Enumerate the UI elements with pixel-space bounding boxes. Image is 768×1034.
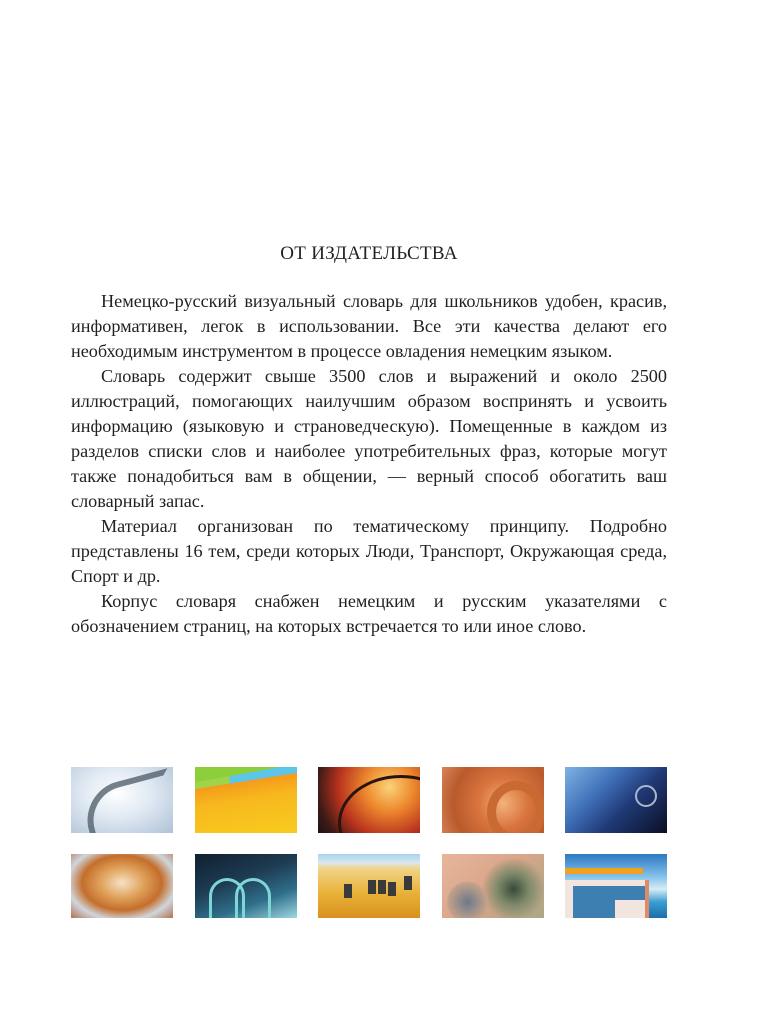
- paragraph-1: Немецко-русский визуальный словарь для школьников удобен, красив, информативен, легок в использовании. Все эти качества делают его необходимым инструментом в процессе овладения немецким языком.: [71, 291, 667, 361]
- savanna-zebras-image: [318, 854, 420, 918]
- pretzel-image: [442, 767, 544, 833]
- surf-van-beach-image: [565, 854, 667, 918]
- car-dashboard-image: [195, 854, 297, 918]
- page-title: ОТ ИЗДАТЕЛЬСТВА: [280, 243, 458, 264]
- spiral-staircase-image: [71, 767, 173, 833]
- publisher-note: [71, 289, 667, 639]
- cappuccino-image: [71, 854, 173, 918]
- thumbnail-grid: [71, 767, 668, 918]
- laptop-keyboard-image: [565, 767, 667, 833]
- paragraph-3: Материал организован по тематическому принципу. Подробно представлены 16 тем, среди которых Люди, Транспорт, Окружающая среда, Спорт и др.: [71, 516, 667, 586]
- basketball-image: [318, 767, 420, 833]
- yellow-orange-abstract-image: [195, 767, 297, 833]
- paragraph-2: Словарь содержит свыше 3500 слов и выражений и около 2500 иллюстраций, помогающих наилучшим образом воспринять и усвоить информацию (языковую и страноведческую). Помещенные в каждом из разделов списки слов и наиболее употребительных фраз, которые могут также понадобиться вам в общении, — верный способ обогатить ваш словарный запас.: [71, 366, 667, 511]
- paragraph-4: Корпус словаря снабжен немецким и русским указателями с обозначением страниц, на которых встречается то или иное слово.: [71, 591, 667, 636]
- old-map-compass-image: [442, 854, 544, 918]
